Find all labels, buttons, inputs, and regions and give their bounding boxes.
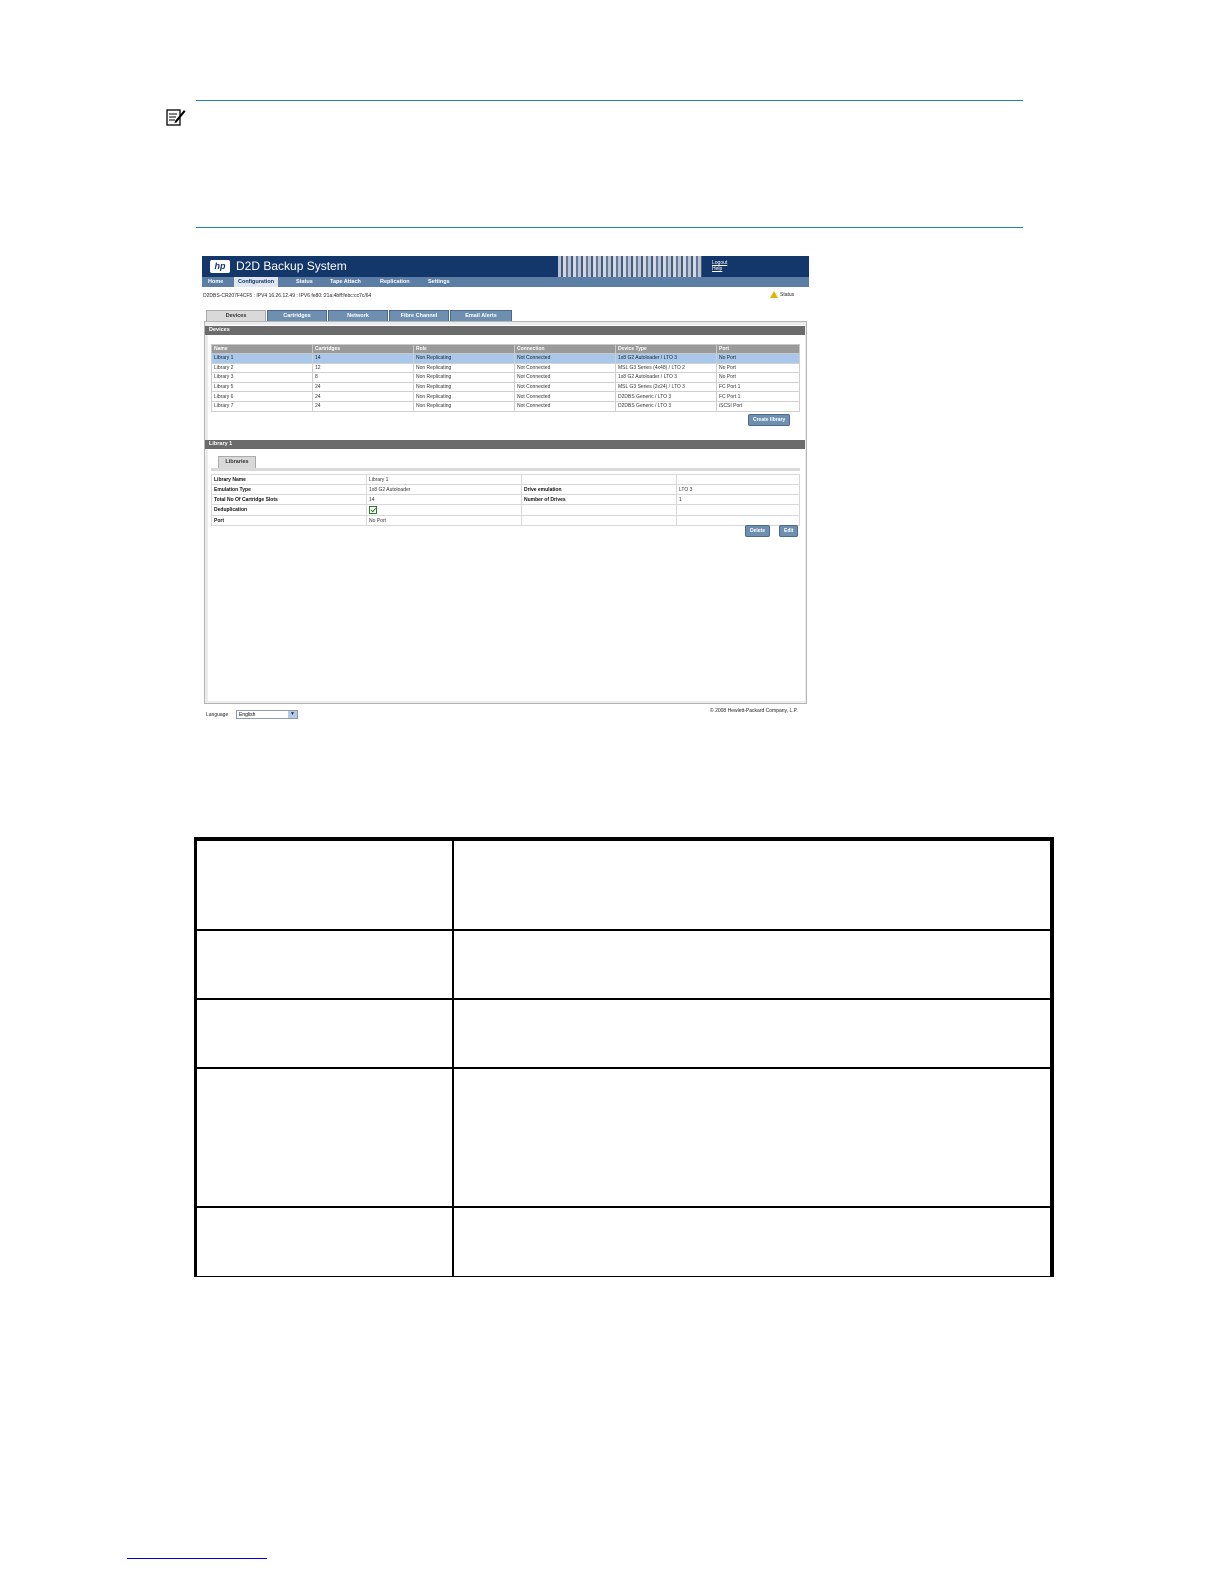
cell-name: Library 5 [212, 382, 313, 392]
header-banner-image [558, 256, 702, 277]
edit-button[interactable]: Edit [779, 525, 798, 537]
detail-label: Port [212, 516, 367, 526]
cell-connection: Not Connected [515, 401, 616, 411]
cell-cartridges: 8 [313, 373, 414, 383]
detail-label [522, 475, 677, 485]
tab-fibre-channel[interactable]: Fibre Channel [389, 310, 449, 321]
language-select[interactable] [236, 710, 298, 719]
cell-connection: Not Connected [515, 392, 616, 402]
copyright: © 2008 Hewlett-Packard Company, L.P. [710, 708, 798, 714]
note-icon [166, 108, 186, 126]
footer-link-rule [127, 1558, 267, 1559]
cell-port: iSCSI Port [717, 401, 800, 411]
cell-role: Non Replicating [414, 401, 515, 411]
delete-button[interactable]: Delete [745, 525, 770, 537]
detail-value: Library 1 [367, 475, 522, 485]
menu-status[interactable]: Status [296, 279, 313, 285]
table-row-divider [197, 1067, 1050, 1069]
tab-libraries[interactable]: Libraries [218, 456, 256, 468]
table-row-divider [197, 929, 1050, 931]
detail-value: No Port [367, 516, 522, 526]
cell-device-type: MSL G3 Series (2x24) / LTO 3 [616, 382, 717, 392]
note-top-rule [196, 100, 1023, 101]
table-row[interactable] [212, 373, 800, 383]
table-row[interactable] [212, 392, 800, 402]
col-port[interactable]: Port [717, 345, 800, 354]
detail-value [367, 505, 522, 516]
table-row[interactable] [212, 354, 800, 364]
cell-cartridges: 24 [313, 382, 414, 392]
detail-value: 1x8 G2 Autoloader [367, 485, 522, 495]
cell-role: Non Replicating [414, 354, 515, 364]
cell-name: Library 7 [212, 401, 313, 411]
tab-devices[interactable]: Devices [206, 310, 266, 321]
cell-cartridges: 24 [313, 392, 414, 402]
cell-connection: Not Connected [515, 363, 616, 373]
cell-name: Library 1 [212, 354, 313, 364]
cell-role: Non Replicating [414, 392, 515, 402]
detail-empty [522, 505, 677, 516]
app-header [202, 256, 809, 277]
detail-empty [522, 516, 677, 526]
cell-connection: Not Connected [515, 354, 616, 364]
cell-port: No Port [717, 373, 800, 383]
cell-role: Non Replicating [414, 363, 515, 373]
menu-tape-attach[interactable]: Tape Attach [330, 279, 361, 285]
table-row[interactable] [212, 401, 800, 411]
col-connection[interactable]: Connection [515, 345, 616, 354]
detail-row [212, 475, 800, 485]
cell-device-type: 1x8 G2 Autoloader / LTO 3 [616, 373, 717, 383]
detail-empty [677, 505, 800, 516]
detail-row [212, 485, 800, 495]
table-row-divider [197, 998, 1050, 1000]
table-row[interactable] [212, 363, 800, 373]
detail-value: 14 [367, 495, 522, 505]
col-role[interactable]: Role [414, 345, 515, 354]
detail-value: LTO 3 [677, 485, 800, 495]
menu-settings[interactable]: Settings [428, 279, 450, 285]
library-section-title: Library 1 [205, 440, 805, 449]
cell-connection: Not Connected [515, 382, 616, 392]
create-library-button[interactable]: Create library [748, 414, 790, 426]
cell-port: FC Port 1 [717, 382, 800, 392]
library-details-table [211, 474, 800, 526]
logout-link[interactable]: Logout [712, 260, 728, 266]
table-row-divider [197, 1206, 1050, 1208]
menu-replication[interactable]: Replication [380, 279, 410, 285]
cell-name: Library 2 [212, 363, 313, 373]
devices-table-header [212, 345, 800, 354]
detail-label: Drive emulation [522, 485, 677, 495]
note-bottom-rule [196, 227, 1023, 228]
tab-email-alerts[interactable]: Email Alerts [450, 310, 512, 321]
cell-port: No Port [717, 363, 800, 373]
host-info: D2DBS-CR207F4CF5 : IPV4 16.26.12.49 : IPV6 fe80::21a:4bff:febc:cc7c/64 [203, 293, 372, 299]
devices-section-title: Devices [205, 326, 805, 335]
cell-device-type: D2DBS Generic / LTO 3 [616, 392, 717, 402]
deduplication-checkbox[interactable] [369, 506, 377, 514]
table-row[interactable] [212, 382, 800, 392]
tab-network[interactable]: Network [328, 310, 388, 321]
cell-cartridges: 12 [313, 363, 414, 373]
help-link[interactable]: Help [712, 266, 723, 272]
detail-label: Total No Of Cartridge Slots [212, 495, 367, 505]
detail-row [212, 495, 800, 505]
detail-empty [677, 516, 800, 526]
cell-name: Library 6 [212, 392, 313, 402]
detail-row [212, 505, 800, 516]
devices-table [211, 344, 800, 412]
app-title: D2D Backup System [236, 259, 347, 273]
tab-cartridges[interactable]: Cartridges [267, 310, 327, 321]
parameters-table [194, 837, 1054, 1277]
cell-port: FC Port 1 [717, 392, 800, 402]
menu-configuration[interactable]: Configuration [234, 277, 278, 287]
table-column-divider [452, 841, 454, 1277]
detail-value [677, 475, 800, 485]
cell-connection: Not Connected [515, 373, 616, 383]
detail-label: Library Name [212, 475, 367, 485]
chevron-down-icon[interactable]: ▼ [288, 711, 297, 718]
cell-port: No Port [717, 354, 800, 364]
cell-name: Library 3 [212, 373, 313, 383]
cell-role: Non Replicating [414, 373, 515, 383]
d2d-screenshot [202, 256, 809, 726]
cell-device-type: D2DBS Generic / LTO 3 [616, 401, 717, 411]
cell-role: Non Replicating [414, 382, 515, 392]
detail-label: Emulation Type [212, 485, 367, 495]
detail-label: Deduplication [212, 505, 367, 516]
cell-device-type: 1x8 G2 Autoloader / LTO 3 [616, 354, 717, 364]
main-menu [202, 277, 809, 287]
cell-cartridges: 24 [313, 401, 414, 411]
language-label: Language [206, 712, 229, 718]
cell-device-type: MSL G3 Series (4x48) / LTO 2 [616, 363, 717, 373]
status-indicator[interactable] [780, 292, 794, 298]
col-name[interactable]: Name [212, 345, 313, 354]
language-value: English [239, 712, 256, 718]
status-label: Status [780, 292, 795, 298]
menu-home[interactable]: Home [208, 279, 224, 285]
warning-icon [770, 291, 778, 298]
detail-value: 1 [677, 495, 800, 505]
col-cartridges[interactable]: Cartridges [313, 345, 414, 354]
detail-row [212, 516, 800, 526]
detail-label: Number of Drives [522, 495, 677, 505]
cell-cartridges: 14 [313, 354, 414, 364]
subtab-underline [211, 468, 800, 471]
hp-logo: hp [210, 260, 230, 273]
header-links [712, 260, 727, 272]
col-device-type[interactable]: Device Type [616, 345, 717, 354]
